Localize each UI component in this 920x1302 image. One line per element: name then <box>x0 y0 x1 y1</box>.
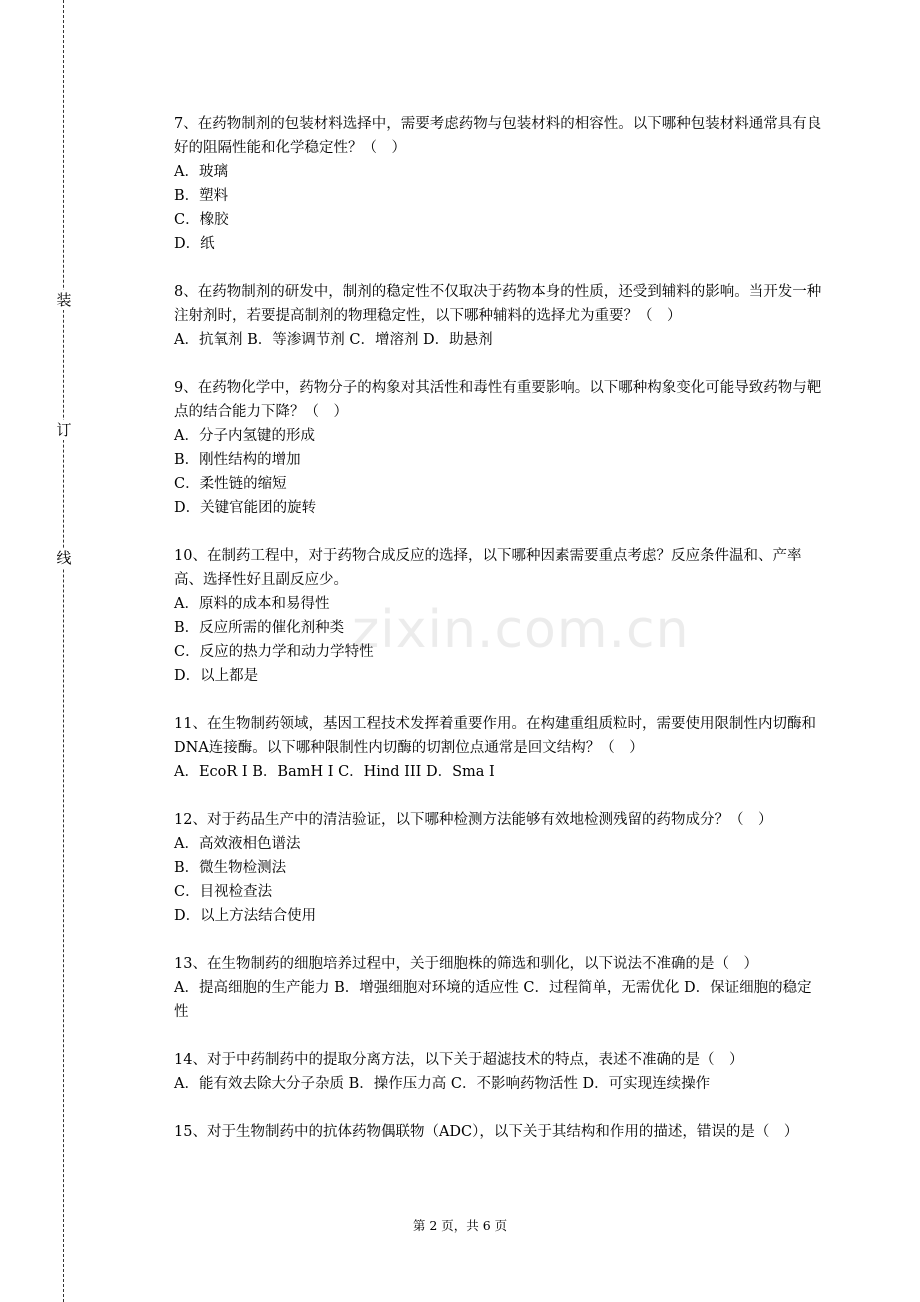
options-inline: A．能有效去除大分子杂质 B．操作压力高 C．不影响药物活性 D．可实现连续操作 <box>174 1076 711 1092</box>
question-text: 11、在生物制药领域，基因工程技术发挥着重要作用。在构建重组质粒时，需要使用限制性内切酶和DNA连接酶。以下哪种限制性内切酶的切割位点通常是回文结构？（ ） <box>174 716 816 756</box>
question-text: 9、在药物化学中，药物分子的构象对其活性和毒性有重要影响。以下哪种构象变化可能导致药物与靶点的结合能力下降？（ ） <box>174 380 822 420</box>
question-14 <box>174 1048 824 1096</box>
option-c: C．反应的热力学和动力学特性 <box>174 644 374 660</box>
options-inline: A．EcoR I B．BamH I C．Hind III D．Sma I <box>174 764 495 780</box>
option-b: B．刚性结构的增加 <box>174 452 301 468</box>
option-d: D．以上都是 <box>174 668 259 684</box>
option-a: A．分子内氢键的形成 <box>174 428 315 444</box>
question-list <box>174 112 824 1168</box>
question-text: 8、在药物制剂的研发中，制剂的稳定性不仅取决于药物本身的性质，还受到辅料的影响。当开发一种注射剂时，若要提高制剂的物理稳定性，以下哪种辅料的选择尤为重要？（ ） <box>174 284 822 324</box>
option-b: B．微生物检测法 <box>174 860 287 876</box>
option-d: D．以上方法结合使用 <box>174 908 317 924</box>
question-8 <box>174 280 824 352</box>
question-11 <box>174 712 824 784</box>
option-c: C．目视检查法 <box>174 884 273 900</box>
question-text: 15、对于生物制药中的抗体药物偶联物（ADC），以下关于其结构和作用的描述，错误的是（ ） <box>174 1124 799 1140</box>
question-text: 12、对于药品生产中的清洁验证，以下哪种检测方法能够有效地检测残留的药物成分？（ ） <box>174 812 773 828</box>
question-text: 7、在药物制剂的包装材料选择中，需要考虑药物与包装材料的相容性。以下哪种包装材料通常具有良好的阻隔性能和化学稳定性？（ ） <box>174 116 822 156</box>
option-d: D．关键官能团的旋转 <box>174 500 317 516</box>
option-a: A．高效液相色谱法 <box>174 836 301 852</box>
question-13 <box>174 952 824 1024</box>
question-12 <box>174 808 824 928</box>
question-text: 10、在制药工程中，对于药物合成反应的选择，以下哪种因素需要重点考虑？反应条件温和、产率高、选择性好且副反应少。 <box>174 548 802 588</box>
binding-char-ding: 订 <box>54 420 74 440</box>
option-c: C．柔性链的缩短 <box>174 476 287 492</box>
binding-char-zhuang: 装 <box>54 290 74 310</box>
question-10 <box>174 544 824 688</box>
options-inline: A．提高细胞的生产能力 B．增强细胞对环境的适应性 C．过程简单，无需优化 D．保证细胞的稳定性 <box>174 980 812 1020</box>
option-b: B．反应所需的催化剂种类 <box>174 620 345 636</box>
binding-char-xian: 线 <box>54 548 74 568</box>
options-inline: A．抗氧剂 B．等渗调节剂 C．增溶剂 D．助悬剂 <box>174 332 493 348</box>
option-a: A．原料的成本和易得性 <box>174 596 330 612</box>
question-15 <box>174 1120 824 1144</box>
option-d: D．纸 <box>174 236 215 252</box>
watermark: zixin.com.cn <box>352 600 690 660</box>
option-a: A．玻璃 <box>174 164 228 180</box>
question-9 <box>174 376 824 520</box>
binding-dashed-line <box>63 0 64 1302</box>
option-c: C．橡胶 <box>174 212 229 228</box>
page-footer: 第 2 页，共 6 页 <box>412 1218 508 1233</box>
question-text: 14、对于中药制药中的提取分离方法，以下关于超滤技术的特点，表述不准确的是（ ） <box>174 1052 744 1068</box>
option-b: B．塑料 <box>174 188 229 204</box>
question-text: 13、在生物制药的细胞培养过程中，关于细胞株的筛选和驯化，以下说法不准确的是（ ） <box>174 956 758 972</box>
question-7 <box>174 112 824 256</box>
